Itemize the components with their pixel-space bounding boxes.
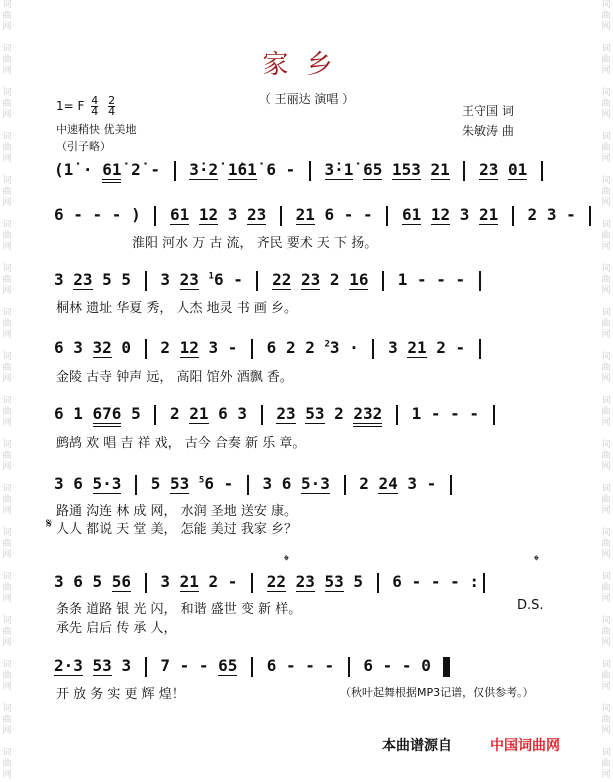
notation-row-4: 6 3 32 0 2 12 3 - 6 2 2 $^2$3 · 3 21 2 -: [54, 338, 548, 359]
note: 1̇: [63, 160, 74, 179]
time-signature-2: $\frac{2}{4}$: [108, 94, 116, 118]
notation-row-5: 6 1 676 5 2 21 6 3 23 53 2 232 1 - - -: [54, 404, 548, 425]
source-label: 本曲谱源自: [382, 738, 452, 754]
lyricist: 王守国 词: [462, 104, 514, 118]
tempo-marking: 中速稍快 优美地: [56, 123, 137, 136]
watermark-text: 词 曲 网: [2, 264, 12, 296]
watermark-text: 词 曲 网: [2, 396, 12, 428]
composer: 朱敏涛 曲: [462, 124, 514, 138]
lyrics-row-2: 淮阳 河水 万 古 流， 齐民 要术 天 下 扬。: [132, 236, 378, 251]
watermark-text: 词 曲 网: [601, 176, 611, 208]
watermark-text: 词 曲 网: [601, 484, 611, 516]
lyrics-row-6a: 路通 沟连 林 成 网， 水润 圣地 送安 康。: [56, 504, 298, 519]
notation-row-2: 6 - - - ) 61 12 3 23 21 6 - - 61 12 3 21 2 3 -: [54, 205, 548, 226]
watermark-text: 词 曲 网: [601, 0, 611, 32]
watermark-text: 词 曲 网: [601, 264, 611, 296]
watermark-text: 词 曲 网: [601, 44, 611, 76]
time-signature-1: $\frac{4}{4}$: [91, 94, 99, 118]
watermark-sidebar-left: [0, 0, 14, 782]
watermark-text: 词 曲 网: [2, 308, 12, 340]
watermark-text: 词 曲 网: [2, 220, 12, 252]
watermark-text: 词 曲 网: [601, 396, 611, 428]
watermark-text: 词 曲 网: [2, 440, 12, 472]
watermark-text: 词 曲 网: [2, 484, 12, 516]
watermark-text: 词 曲 网: [601, 308, 611, 340]
watermark-text: 词 曲 网: [601, 440, 611, 472]
key-signature: [56, 96, 118, 117]
intro-note: （引子略）: [56, 140, 111, 153]
watermark-text: 词 曲 网: [2, 352, 12, 384]
watermark-text: 词 曲 网: [601, 88, 611, 120]
watermark-text: 词 曲 网: [2, 88, 12, 120]
watermark-sidebar-right: [599, 0, 613, 782]
watermark-text: 词 曲 网: [601, 528, 611, 560]
watermark-text: 词 曲 网: [2, 616, 12, 648]
lyrics-row-3: 桐林 遗址 华夏 秀， 人杰 地灵 书 画 乡。: [56, 301, 298, 316]
lyrics-row-4: 金陵 古寺 钟声 远， 高阳 馆外 酒飘 香。: [56, 370, 293, 385]
notation-row-3: 3 23 5 5 3 23 $^1$6 - 22 23 2 16 1 - - -: [54, 270, 548, 291]
lyrics-row-5: 鹧鸪 欢 唱 吉 祥 戏， 古今 合奏 新 乐 章。: [56, 436, 306, 451]
lyrics-row-7b: 承先 启后 传 承 人，: [56, 621, 177, 636]
segno-icon: 𝄋: [46, 516, 53, 532]
notation-row-6: 3 6 5·3 5 53 $^5$6 - 3 6 5·3 2 24 3 -: [54, 474, 548, 495]
notation-row-1: (1̇ · 61̇ 2̇ - 3̇·2̇ 1̇61̇ 6 - 3̇·1̇ 65 153 21 23 01: [54, 160, 548, 181]
coda-icon: 𝄌: [284, 553, 289, 569]
watermark-text: 词 曲 网: [2, 704, 12, 736]
watermark-text: 词 曲 网: [2, 132, 12, 164]
song-title: 家乡: [262, 50, 351, 80]
watermark-text: 词 曲 网: [601, 660, 611, 692]
transcription-note: （秋叶起舞根据MP3记谱，仅供参考。）: [340, 686, 534, 699]
watermark-text: 词 曲 网: [601, 748, 611, 780]
watermark-text: 词 曲 网: [601, 352, 611, 384]
watermark-text: 词 曲 网: [2, 748, 12, 780]
ds-marking: D.S.: [517, 598, 544, 613]
watermark-text: 词 曲 网: [601, 616, 611, 648]
lyrics-row-6b: 人人 都说 天 堂 美， 怎能 美过 我家 乡？: [56, 522, 298, 537]
watermark-text: 词 曲 网: [2, 572, 12, 604]
performer: （ 王丽达 演唱 ）: [258, 92, 355, 106]
watermark-text: 词 曲 网: [2, 528, 12, 560]
watermark-text: 词 曲 网: [2, 44, 12, 76]
notation-row-8: 2·3 53 3 7 - - 65 6 - - - 6 - - 0: [54, 656, 548, 677]
watermark-text: 词 曲 网: [601, 572, 611, 604]
site-name-link[interactable]: 中国词曲网: [490, 738, 560, 754]
watermark-text: 词 曲 网: [2, 176, 12, 208]
lyrics-row-8: 开 放 务 实 更 辉 煌！: [56, 687, 185, 702]
key-label: 1= F: [56, 99, 85, 113]
watermark-text: 词 曲 网: [601, 132, 611, 164]
watermark-text: 词 曲 网: [601, 220, 611, 252]
watermark-text: 词 曲 网: [601, 704, 611, 736]
watermark-text: 词 曲 网: [2, 660, 12, 692]
watermark-text: 词 曲 网: [2, 0, 12, 32]
coda-icon: 𝄌: [534, 553, 539, 569]
notation-row-7: 3 6 5 56 3 21 2 - 22 23 53 5 6 - - - :: [54, 572, 548, 593]
lyrics-row-7a: 条条 道路 银 光 闪， 和谐 盛世 变 新 样。: [56, 602, 302, 617]
